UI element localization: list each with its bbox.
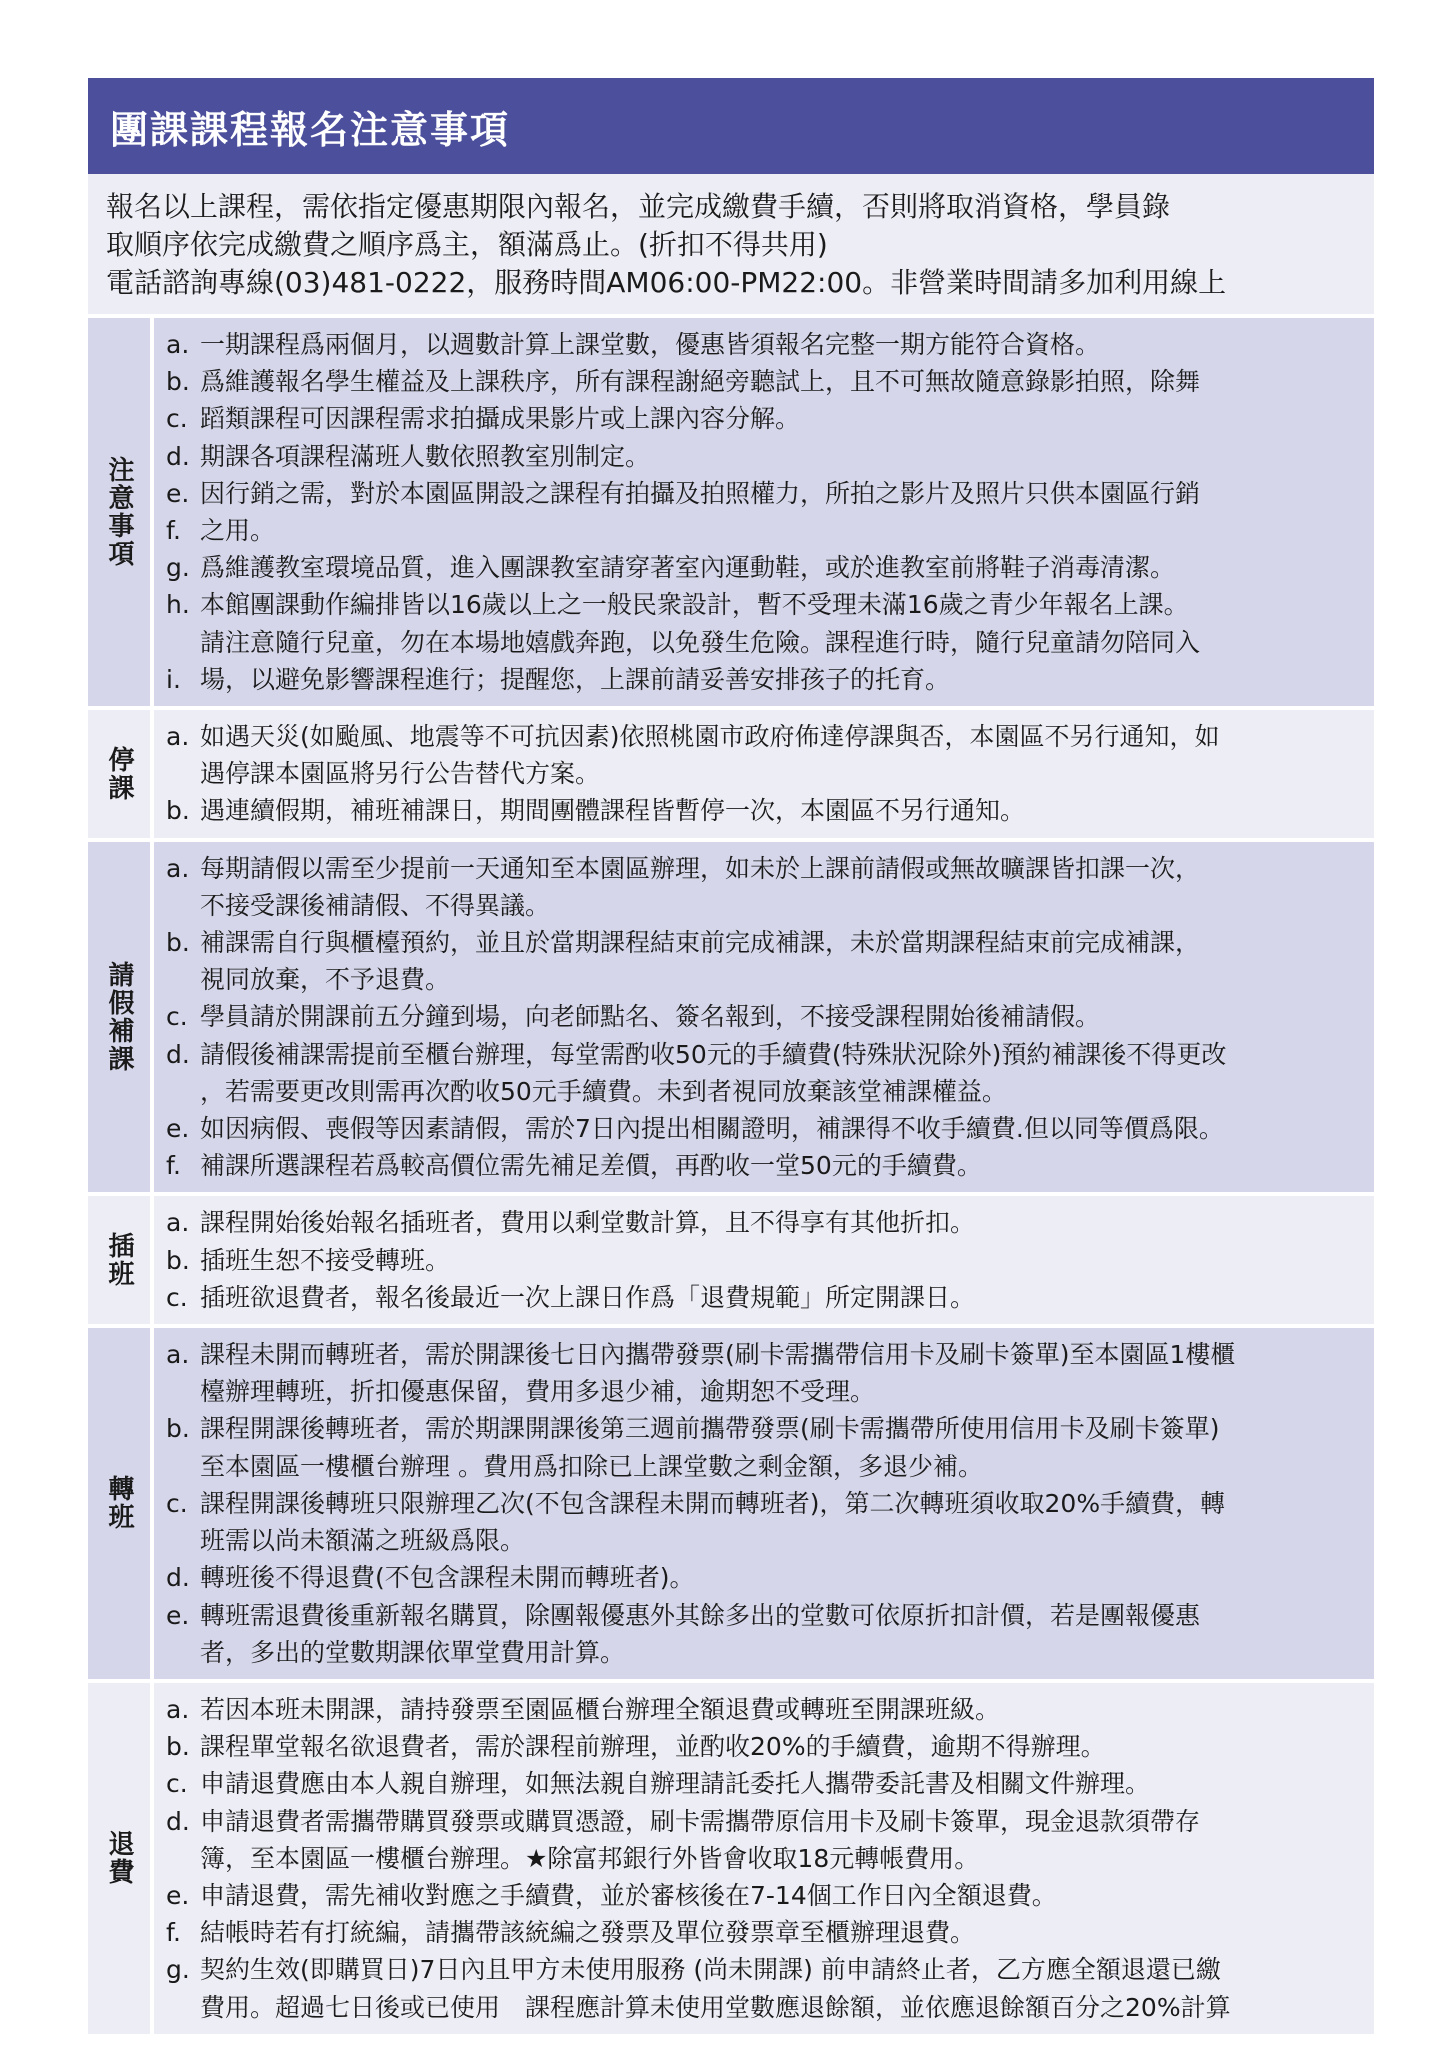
section-items <box>154 1196 1374 1324</box>
item-text: 插班生恕不接受轉班。 <box>200 1245 451 1275</box>
list-item <box>166 586 1364 623</box>
list-item <box>166 1914 1364 1951</box>
item-text: 爲維護教室環境品質，進入團課教室請穿著室內運動鞋，或於進教室前將鞋子消毒清潔。 <box>200 553 1176 583</box>
item-letter: d. <box>166 1039 190 1069</box>
item-letter: f. <box>166 516 181 546</box>
section-label <box>88 1328 154 1679</box>
item-text: 如因病假、喪假等因素請假，需於7日內提出相關證明，補課得不收手續費.但以同等價爲限。 <box>200 1114 1224 1144</box>
section-label <box>88 1683 154 2034</box>
section-items <box>154 318 1374 706</box>
item-letter <box>166 1073 200 1110</box>
list-item <box>166 718 1364 755</box>
item-letter <box>166 755 200 792</box>
item-text: 課程開始後始報名插班者，費用以剩堂數計算，且不得享有其他折扣。 <box>200 1208 976 1238</box>
list-item <box>166 549 1364 586</box>
list-item <box>166 1410 1364 1447</box>
item-text: 請注意隨行兒童，勿在本場地嬉戲奔跑，以免發生危險。課程進行時，隨行兒童請勿陪同入 <box>200 627 1201 657</box>
item-text: 視同放棄，不予退費。 <box>200 965 451 995</box>
list-item <box>166 1336 1364 1373</box>
section-label <box>88 318 154 706</box>
item-text: 每期請假以需至少提前一天通知至本園區辦理，如未於上課前請假或無故曠課皆扣課一次， <box>200 853 1201 883</box>
intro-line: 電話諮詢專線(03)481-0222，服務時間AM06:00-PM22:00。非營業時間請多加利用線上 <box>106 266 1227 299</box>
item-letter: f. <box>166 1918 181 1948</box>
item-letter <box>166 961 200 998</box>
item-text: 期課各項課程滿班人數依照教室別制定。 <box>200 441 651 471</box>
item-letter: c. <box>166 1002 188 1032</box>
list-item <box>166 1242 1364 1279</box>
item-letter: b. <box>166 1414 190 1444</box>
list-item <box>166 400 1364 437</box>
item-letter <box>166 1448 200 1485</box>
item-text: 課程單堂報名欲退費者，需於課程前辦理，並酌收20%的手續費，逾期不得辦理。 <box>200 1732 1106 1762</box>
intro-block <box>88 174 1374 314</box>
item-letter: c. <box>166 404 188 434</box>
item-text: 學員請於開課前五分鐘到場，向老師點名、簽名報到，不接受課程開始後補請假。 <box>200 1002 1101 1032</box>
item-text: 場，以避免影響課程進行；提醒您，上課前請妥善安排孩子的托育。 <box>200 664 951 694</box>
item-text: 補課需自行與櫃檯預約，並且於當期課程結束前完成補課，未於當期課程結束前完成補課， <box>200 928 1201 958</box>
section-label <box>88 842 154 1193</box>
list-item <box>166 1110 1364 1147</box>
section-label-text: 注意事項 <box>104 456 134 569</box>
item-letter <box>166 624 200 661</box>
item-letter: e. <box>166 478 190 508</box>
item-letter: a. <box>166 1694 190 1724</box>
item-text: 轉班後不得退費(不包含課程未開而轉班者)。 <box>200 1563 695 1593</box>
item-letter <box>166 1989 200 2026</box>
item-text: 者，多出的堂數期課依單堂費用計算。 <box>200 1637 626 1667</box>
section <box>88 710 1374 838</box>
list-item <box>166 755 1364 792</box>
section <box>88 1328 1374 1679</box>
item-text: 如遇天災(如颱風、地震等不可抗因素)依照桃園市政府佈達停課與否，本園區不另行通知，如 <box>200 722 1220 752</box>
list-item <box>166 792 1364 829</box>
item-letter: a. <box>166 330 190 359</box>
item-letter <box>166 1840 200 1877</box>
section-label-text: 退費 <box>104 1830 134 1887</box>
item-letter: a. <box>166 1208 190 1238</box>
list-item <box>166 512 1364 549</box>
list-item <box>166 1597 1364 1634</box>
intro-line: 報名以上課程，需依指定優惠期限內報名，並完成繳費手續，否則將取消資格，學員錄 <box>106 190 1171 223</box>
list-item <box>166 1634 1364 1671</box>
list-item <box>166 1728 1364 1765</box>
list-item <box>166 1448 1364 1485</box>
list-item <box>166 438 1364 475</box>
item-text: 申請退費，需先補收對應之手續費，並於審核後在7-14個工作日內全額退費。 <box>200 1880 1057 1910</box>
item-letter <box>166 887 200 924</box>
item-text: 課程開課後轉班只限辦理乙次(不包含課程未開而轉班者)，第二次轉班須收取20%手續費，轉 <box>200 1488 1226 1518</box>
item-letter: b. <box>166 1245 190 1275</box>
item-text: 申請退費應由本人親自辦理，如無法親自辦理請託委托人攜帶委託書及相關文件辦理。 <box>200 1769 1151 1799</box>
item-letter: c. <box>166 1769 188 1799</box>
item-letter: b. <box>166 367 190 397</box>
list-item <box>166 1036 1364 1073</box>
list-item <box>166 1803 1364 1840</box>
section <box>88 1196 1374 1324</box>
page-title: 團課課程報名注意事項 <box>88 78 1374 174</box>
section-label <box>88 710 154 838</box>
item-text: 轉班需退費後重新報名購買，除團報優惠外其餘多出的堂數可依原折扣計價，若是團報優惠 <box>200 1600 1201 1630</box>
list-item <box>166 1485 1364 1522</box>
item-letter <box>166 1522 200 1559</box>
list-item <box>166 1279 1364 1316</box>
item-text: 補課所選課程若爲較高價位需先補足差價，再酌收一堂50元的手續費。 <box>200 1151 982 1181</box>
list-item <box>166 475 1364 512</box>
section-label-text: 請假補課 <box>104 961 134 1074</box>
list-item <box>166 1951 1364 1988</box>
item-text: 費用。超過七日後或已使用 課程應計算未使用堂數應退餘額，並依應退餘額百分之20%計算 <box>200 1992 1231 2022</box>
list-item <box>166 363 1364 400</box>
item-letter: e. <box>166 1114 190 1144</box>
item-text: 契約生效(即購買日)7日內且甲方未使用服務 (尚未開課) 前申請終止者，乙方應全額退還已繳 <box>200 1955 1221 1985</box>
item-text: 課程開課後轉班者，需於期課開課後第三週前攜帶發票(刷卡需攜帶所使用信用卡及刷卡簽單) <box>200 1414 1220 1444</box>
section-items <box>154 842 1374 1193</box>
list-item <box>166 661 1364 698</box>
item-text: 遇停課本園區將另行公告替代方案。 <box>200 759 601 789</box>
list-item <box>166 1877 1364 1914</box>
list-item <box>166 887 1364 924</box>
item-text: 簿，至本園區一樓櫃台辦理。★除富邦銀行外皆會收取18元轉帳費用。 <box>200 1843 980 1873</box>
item-letter: d. <box>166 1563 190 1593</box>
item-text: ，若需要更改則需再次酌收50元手續費。未到者視同放棄該堂補課權益。 <box>200 1076 1007 1106</box>
item-text: 因行銷之需，對於本園區開設之課程有拍攝及拍照權力，所拍之影片及照片只供本園區行銷 <box>200 478 1201 508</box>
item-letter: i. <box>166 664 181 694</box>
section-label <box>88 1196 154 1324</box>
item-text: 班需以尚未額滿之班級爲限。 <box>200 1526 526 1556</box>
item-letter: b. <box>166 796 190 826</box>
item-text: 結帳時若有打統編，請攜帶該統編之發票及單位發票章至櫃辦理退費。 <box>200 1918 976 1948</box>
item-letter: d. <box>166 1806 190 1836</box>
item-text: 一期課程爲兩個月，以週數計算上課堂數，優惠皆須報名完整一期方能符合資格。 <box>200 330 1101 359</box>
item-letter: e. <box>166 1880 190 1910</box>
item-letter: c. <box>166 1488 188 1518</box>
item-letter: a. <box>166 1340 190 1370</box>
intro-line: 取順序依完成繳費之順序爲主，額滿爲止。(折扣不得共用) <box>106 228 828 261</box>
item-text: 爲維護報名學生權益及上課秩序，所有課程謝絕旁聽試上，且不可無故隨意錄影拍照，除舞 <box>200 367 1201 397</box>
item-letter: g. <box>166 1955 190 1985</box>
item-text: 不接受課後補請假、不得異議。 <box>200 890 551 920</box>
item-letter <box>166 1634 200 1671</box>
list-item <box>166 998 1364 1035</box>
item-letter: c. <box>166 1282 188 1312</box>
item-text: 若因本班未開課，請持發票至園區櫃台辦理全額退費或轉班至開課班級。 <box>200 1694 1001 1724</box>
list-item <box>166 1559 1364 1596</box>
list-item <box>166 1073 1364 1110</box>
section-items <box>154 1683 1374 2034</box>
section <box>88 1683 1374 2034</box>
item-letter: a. <box>166 853 190 883</box>
list-item <box>166 624 1364 661</box>
list-item <box>166 1989 1364 2026</box>
list-item <box>166 924 1364 961</box>
item-text: 申請退費者需攜帶購買發票或購買憑證，刷卡需攜帶原信用卡及刷卡簽單，現金退款須帶存 <box>200 1806 1201 1836</box>
item-letter: d. <box>166 441 190 471</box>
item-letter: g. <box>166 553 190 583</box>
item-text: 遇連續假期，補班補課日，期間團體課程皆暫停一次，本園區不另行通知。 <box>200 796 1026 826</box>
section <box>88 318 1374 706</box>
item-text: 至本園區一樓櫃台辦理 。費用爲扣除已上課堂數之剩金額，多退少補。 <box>200 1451 983 1481</box>
item-text: 課程未開而轉班者，需於開課後七日內攜帶發票(刷卡需攜帶信用卡及刷卡簽單)至本園區1樓櫃 <box>200 1340 1236 1370</box>
list-item <box>166 1691 1364 1728</box>
item-text: 請假後補課需提前至櫃台辦理，每堂需酌收50元的手續費(特殊狀況除外)預約補課後不得更改 <box>200 1039 1227 1069</box>
item-text: 蹈類課程可因課程需求拍攝成果影片或上課內容分解。 <box>200 404 801 434</box>
notice-document <box>88 78 1374 2034</box>
section <box>88 842 1374 1193</box>
item-letter: b. <box>166 1732 190 1762</box>
item-letter: h. <box>166 590 190 620</box>
section-items <box>154 1328 1374 1679</box>
list-item <box>166 1765 1364 1802</box>
sections-container <box>88 318 1374 2034</box>
list-item <box>166 1522 1364 1559</box>
list-item <box>166 1204 1364 1241</box>
item-letter: e. <box>166 1600 190 1630</box>
item-letter: b. <box>166 928 190 958</box>
item-letter <box>166 1373 200 1410</box>
section-label-text: 轉班 <box>104 1475 134 1532</box>
list-item <box>166 1147 1364 1184</box>
item-text: 插班欲退費者，報名後最近一次上課日作爲「退費規範」所定開課日。 <box>200 1282 976 1312</box>
item-letter: f. <box>166 1151 181 1181</box>
list-item <box>166 850 1364 887</box>
list-item <box>166 1840 1364 1877</box>
section-label-text: 插班 <box>104 1232 134 1289</box>
item-text: 之用。 <box>200 516 276 546</box>
section-label-text: 停課 <box>104 745 134 802</box>
list-item <box>166 961 1364 998</box>
item-text: 檯辦理轉班，折扣優惠保留，費用多退少補，逾期恕不受理。 <box>200 1377 876 1407</box>
list-item <box>166 1373 1364 1410</box>
item-text: 本館團課動作編排皆以16歲以上之一般民衆設計，暫不受理未滿16歲之青少年報名上課。 <box>200 590 1189 620</box>
list-item <box>166 326 1364 363</box>
item-letter: a. <box>166 722 190 752</box>
section-items <box>154 710 1374 838</box>
